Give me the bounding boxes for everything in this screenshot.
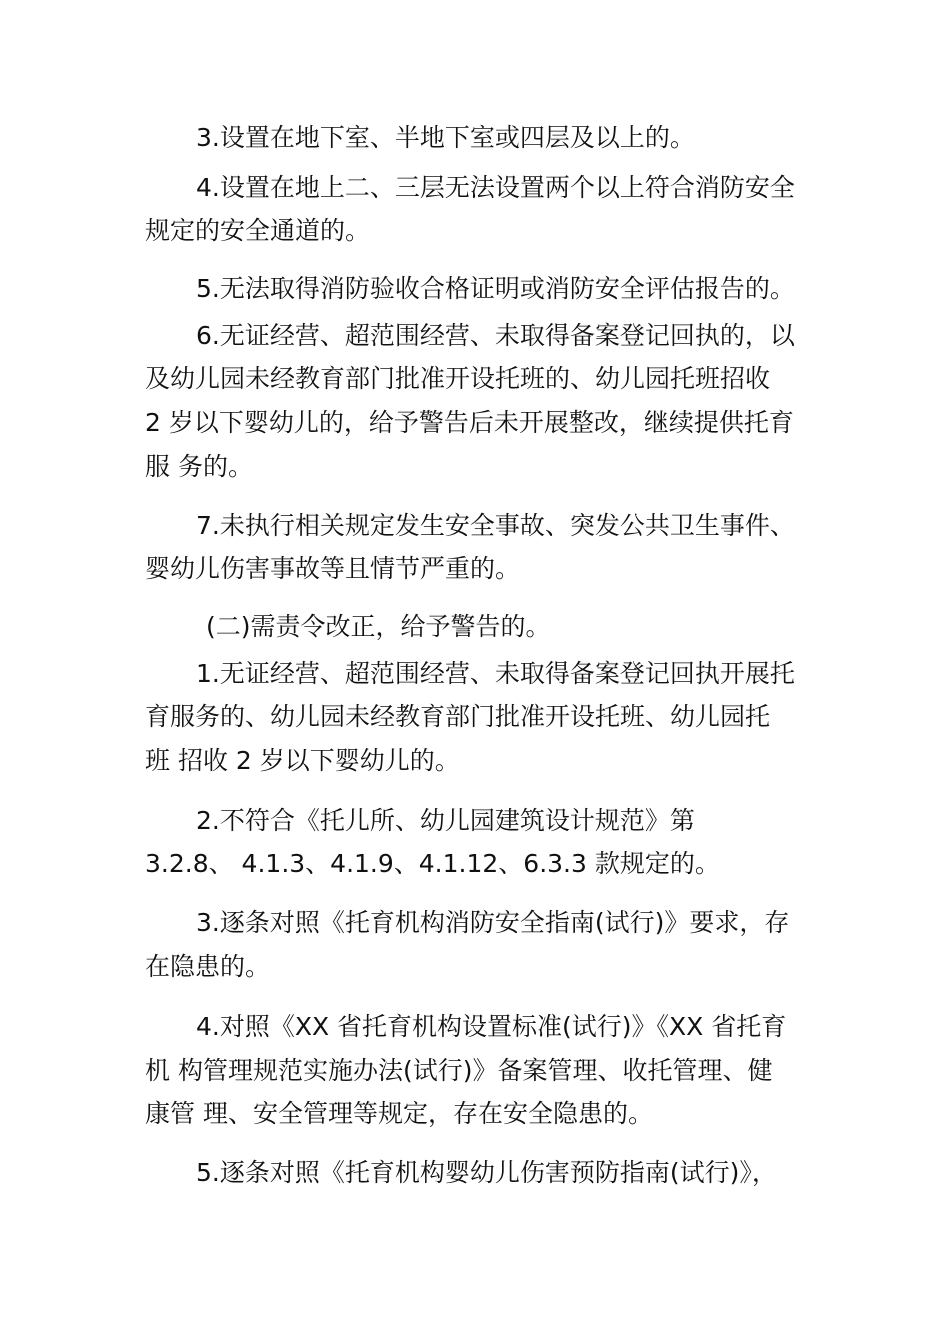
- section-2-heading: (二)需责令改正，给予警告的。: [206, 612, 551, 641]
- item-6-line-1: 6.无证经营、超范围经营、未取得备案登记回执的，以: [196, 321, 795, 350]
- item-4-line-1: 4.设置在地上二、三层无法设置两个以上符合消防安全: [196, 173, 795, 202]
- s2-item-1-line-1: 1.无证经营、超范围经营、未取得备案登记回执开展托: [196, 659, 795, 688]
- item-6-line-2: 及幼儿园未经教育部门批准开设托班的、幼儿园托班招收: [145, 364, 771, 393]
- item-7-line-1: 7.未执行相关规定发生安全事故、突发公共卫生事件、: [196, 511, 795, 540]
- s2-item-2-line-2: 3.2.8、 4.1.3、4.1.9、4.1.12、6.3.3 款规定的。: [145, 849, 720, 878]
- s2-item-2-line-1: 2.不符合《托儿所、幼儿园建筑设计规范》第: [196, 806, 695, 835]
- s2-item-5-line-1: 5.逐条对照《托育机构婴幼儿伤害预防指南(试行)》，: [196, 1158, 777, 1187]
- s2-item-3-line-2: 在隐患的。: [145, 952, 271, 981]
- item-6-line-3: 2 岁以下婴幼儿的，给予警告后未开展整改，继续提供托育: [145, 408, 794, 437]
- s2-item-1-line-2: 育服务的、幼儿园未经教育部门批准开设托班、幼儿园托: [145, 702, 771, 731]
- item-6-line-4: 服 务的。: [145, 452, 253, 481]
- s2-item-4-line-3: 康管 理、安全管理等规定，存在安全隐患的。: [145, 1099, 653, 1128]
- item-3-line-1: 3.设置在地下室、半地下室或四层及以上的。: [196, 123, 695, 152]
- item-7-line-2: 婴幼儿伤害事故等且情节严重的。: [145, 554, 521, 583]
- item-4-line-2: 规定的安全通道的。: [145, 216, 371, 245]
- s2-item-4-line-1: 4.对照《XX 省托育机构设置标准(试行)》《XX 省托育: [196, 1012, 787, 1041]
- s2-item-3-line-1: 3.逐条对照《托育机构消防安全指南(试行)》要求，存: [196, 908, 790, 937]
- item-5-line-1: 5.无法取得消防验收合格证明或消防安全评估报告的。: [196, 274, 795, 303]
- s2-item-4-line-2: 机 构管理规范实施办法(试行)》备案管理、收托管理、健: [145, 1056, 773, 1085]
- s2-item-1-line-3: 班 招收 2 岁以下婴幼儿的。: [145, 746, 460, 775]
